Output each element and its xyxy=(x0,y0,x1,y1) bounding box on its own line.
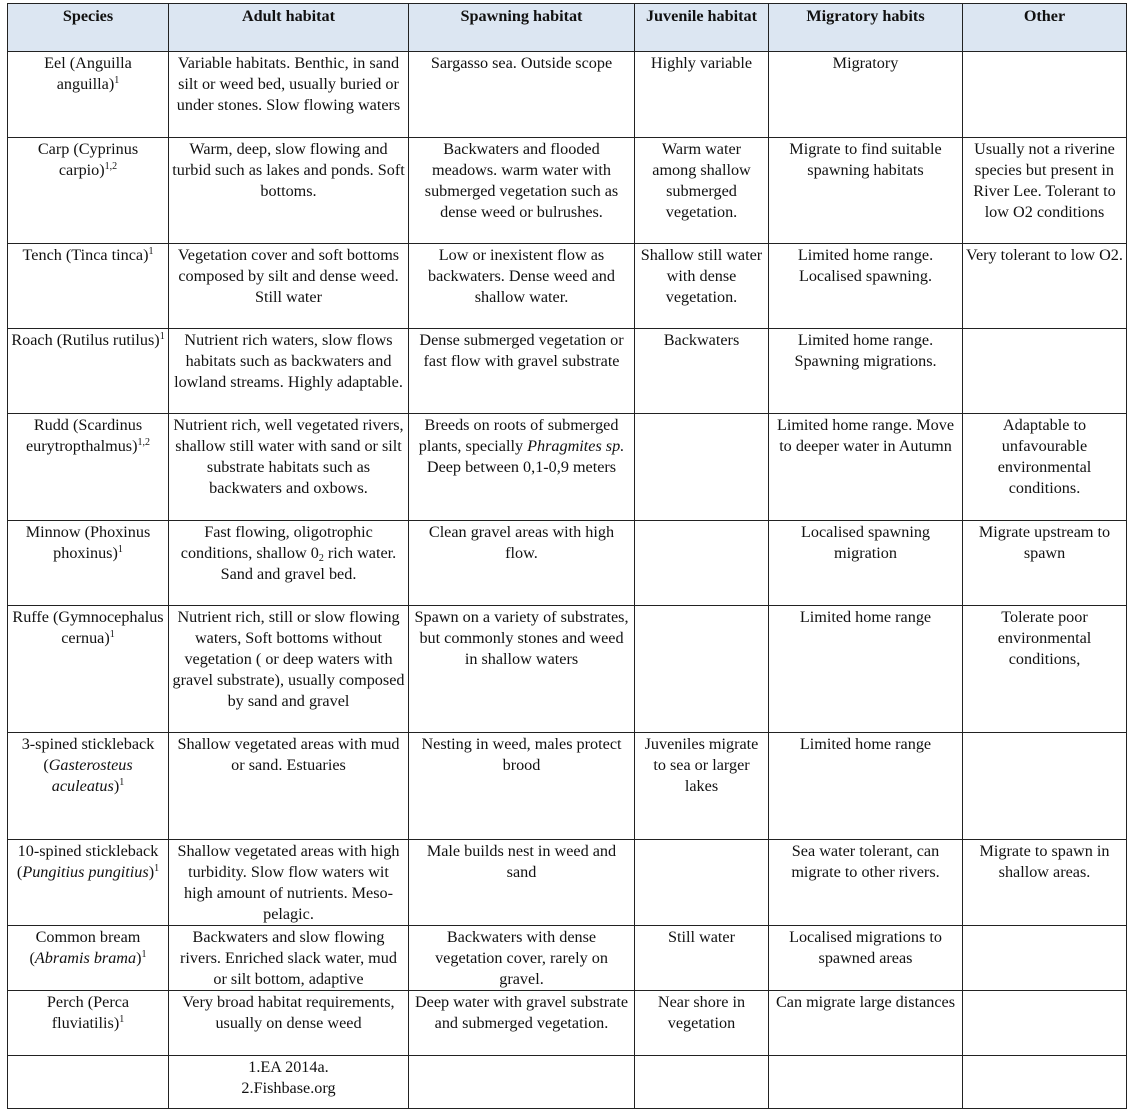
other-cell: Adaptable to unfavourable environmental conditions. xyxy=(963,414,1127,521)
other-cell xyxy=(963,991,1127,1056)
species-cell: Ruffe (Gymnocephalus cernua)$^1$ xyxy=(8,606,169,733)
other-cell: Tolerate poor environmental conditions, xyxy=(963,606,1127,733)
empty-cell xyxy=(635,1056,769,1109)
migratory-habits-cell: Can migrate large distances xyxy=(769,991,963,1056)
juvenile-habitat-cell: Near shore in vegetation xyxy=(635,991,769,1056)
spawning-habitat-cell: Low or inexistent flow as backwaters. Dense weed and shallow water. xyxy=(409,244,635,329)
spawning-habitat-cell: Backwaters with dense vegetation cover, rarely on gravel. xyxy=(409,926,635,991)
other-cell xyxy=(963,926,1127,991)
header-juvenile-habitat: Juvenile habitat xyxy=(635,4,769,52)
spawning-habitat-cell: Sargasso sea. Outside scope xyxy=(409,52,635,138)
references-row xyxy=(8,1056,1127,1109)
table-row xyxy=(8,521,1127,606)
empty-cell xyxy=(769,1056,963,1109)
header-species: Species xyxy=(8,4,169,52)
spawning-habitat-cell: Dense submerged vegetation or fast flow with gravel substrate xyxy=(409,329,635,414)
adult-habitat-cell: Fast flowing, oligotrophic conditions, shallow $0_2$ rich water. Sand and gravel bed. xyxy=(169,521,409,606)
spawning-habitat-cell: Clean gravel areas with high flow. xyxy=(409,521,635,606)
other-cell xyxy=(963,329,1127,414)
italic-species-name: Pungitius pungitius xyxy=(22,863,149,881)
spawning-habitat-cell: Deep water with gravel substrate and submerged vegetation. xyxy=(409,991,635,1056)
table-row xyxy=(8,606,1127,733)
migratory-habits-cell: Localised spawning migration xyxy=(769,521,963,606)
table-row xyxy=(8,329,1127,414)
italic-species-name: Abramis brama xyxy=(34,949,137,967)
species-cell: 10-spined stickleback (Pungitius pungitius)$^1$ xyxy=(8,840,169,926)
spawning-habitat-cell: Male builds nest in weed and sand xyxy=(409,840,635,926)
reference-item: 2.Fishbase.org xyxy=(241,1079,336,1097)
table-row xyxy=(8,414,1127,521)
other-cell: Migrate to spawn in shallow areas. xyxy=(963,840,1127,926)
italic-species-name: Phragmites sp. xyxy=(527,437,625,455)
table-row xyxy=(8,840,1127,926)
migratory-habits-cell: Limited home range xyxy=(769,606,963,733)
migratory-habits-cell: Limited home range. Move to deeper water in Autumn xyxy=(769,414,963,521)
adult-habitat-cell: Vegetation cover and soft bottoms composed by silt and dense weed. Still water xyxy=(169,244,409,329)
table-row xyxy=(8,991,1127,1056)
spawning-habitat-cell: Spawn on a variety of substrates, but commonly stones and weed in shallow waters xyxy=(409,606,635,733)
species-cell: Carp (Cyprinus carpio)$^{1,2}$ xyxy=(8,138,169,244)
species-cell: 3-spined stickleback (Gasterosteus aculeatus)$^1$ xyxy=(8,733,169,840)
header-adult-habitat: Adult habitat xyxy=(169,4,409,52)
species-cell: Common bream (Abramis brama)$^1$ xyxy=(8,926,169,991)
species-cell: Rudd (Scardinus eurytropthalmus)$^{1,2}$ xyxy=(8,414,169,521)
adult-habitat-cell: Nutrient rich waters, slow flows habitats such as backwaters and lowland streams. Highly adaptable. xyxy=(169,329,409,414)
adult-habitat-cell: Warm, deep, slow flowing and turbid such as lakes and ponds. Soft bottoms. xyxy=(169,138,409,244)
adult-habitat-cell: Variable habitats. Benthic, in sand silt or weed bed, usually buried or under stones. Slow flowing waters xyxy=(169,52,409,138)
migratory-habits-cell: Migratory xyxy=(769,52,963,138)
empty-cell xyxy=(409,1056,635,1109)
references-cell xyxy=(169,1056,409,1109)
adult-habitat-cell: Very broad habitat requirements, usually on dense weed xyxy=(169,991,409,1056)
other-cell: Usually not a riverine species but present in River Lee. Tolerant to low O2 conditions xyxy=(963,138,1127,244)
migratory-habits-cell: Localised migrations to spawned areas xyxy=(769,926,963,991)
table-row xyxy=(8,926,1127,991)
juvenile-habitat-cell xyxy=(635,521,769,606)
juvenile-habitat-cell: Shallow still water with dense vegetation. xyxy=(635,244,769,329)
species-cell: Roach (Rutilus rutilus)$^1$ xyxy=(8,329,169,414)
table-row xyxy=(8,138,1127,244)
species-cell: Minnow (Phoxinus phoxinus)$^1$ xyxy=(8,521,169,606)
migratory-habits-cell: Migrate to find suitable spawning habitats xyxy=(769,138,963,244)
adult-habitat-cell: Backwaters and slow flowing rivers. Enriched slack water, mud or silt bottom, adaptive xyxy=(169,926,409,991)
species-habitat-table xyxy=(7,3,1127,1109)
header-row xyxy=(8,4,1127,52)
migratory-habits-cell: Limited home range. Spawning migrations. xyxy=(769,329,963,414)
migratory-habits-cell: Limited home range. Localised spawning. xyxy=(769,244,963,329)
table-row xyxy=(8,244,1127,329)
juvenile-habitat-cell xyxy=(635,606,769,733)
spawning-habitat-cell: Backwaters and flooded meadows. warm water with submerged vegetation such as dense weed or bulrushes. xyxy=(409,138,635,244)
juvenile-habitat-cell: Highly variable xyxy=(635,52,769,138)
species-cell: Perch (Perca fluviatilis)$^1$ xyxy=(8,991,169,1056)
other-cell xyxy=(963,733,1127,840)
juvenile-habitat-cell xyxy=(635,414,769,521)
juvenile-habitat-cell: Juveniles migrate to sea or larger lakes xyxy=(635,733,769,840)
juvenile-habitat-cell xyxy=(635,840,769,926)
spawning-habitat-cell: Breeds on roots of submerged plants, specially Phragmites sp. Deep between 0,1-0,9 meters xyxy=(409,414,635,521)
reference-item: 1.EA 2014a. xyxy=(248,1058,329,1076)
header-migratory-habits: Migratory habits xyxy=(769,4,963,52)
empty-cell xyxy=(8,1056,169,1109)
migratory-habits-cell: Limited home range xyxy=(769,733,963,840)
spawning-habitat-cell: Nesting in weed, males protect brood xyxy=(409,733,635,840)
juvenile-habitat-cell: Backwaters xyxy=(635,329,769,414)
adult-habitat-cell: Shallow vegetated areas with high turbidity. Slow flow waters wit high amount of nutrients. Meso-pelagic. xyxy=(169,840,409,926)
italic-species-name: Gasterosteus aculeatus xyxy=(48,756,133,795)
table-row xyxy=(8,52,1127,138)
adult-habitat-cell: Nutrient rich, still or slow flowing waters, Soft bottoms without vegetation ( or deep waters with gravel substrate), usually composed by sand and gravel xyxy=(169,606,409,733)
species-cell: Tench (Tinca tinca)$^1$ xyxy=(8,244,169,329)
empty-cell xyxy=(963,1056,1127,1109)
header-spawning-habitat: Spawning habitat xyxy=(409,4,635,52)
adult-habitat-cell: Nutrient rich, well vegetated rivers, shallow still water with sand or silt substrate habitats such as backwaters and oxbows. xyxy=(169,414,409,521)
header-other: Other xyxy=(963,4,1127,52)
juvenile-habitat-cell: Still water xyxy=(635,926,769,991)
juvenile-habitat-cell: Warm water among shallow submerged vegetation. xyxy=(635,138,769,244)
other-cell: Very tolerant to low O2. xyxy=(963,244,1127,329)
species-cell: Eel (Anguilla anguilla)$^1$ xyxy=(8,52,169,138)
migratory-habits-cell: Sea water tolerant, can migrate to other rivers. xyxy=(769,840,963,926)
other-cell: Migrate upstream to spawn xyxy=(963,521,1127,606)
adult-habitat-cell: Shallow vegetated areas with mud or sand. Estuaries xyxy=(169,733,409,840)
table-row xyxy=(8,733,1127,840)
other-cell xyxy=(963,52,1127,138)
